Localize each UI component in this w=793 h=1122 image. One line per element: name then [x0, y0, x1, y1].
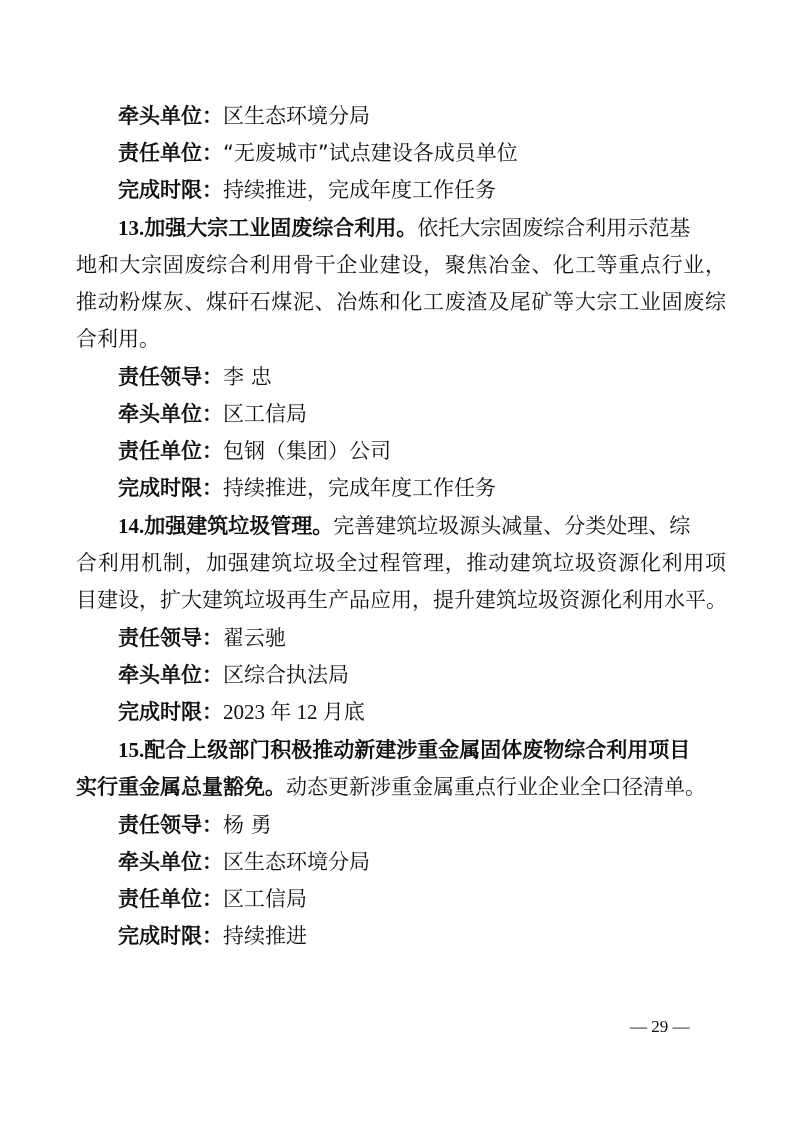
field-deadline	[118, 172, 768, 209]
item-text: 依托大宗固废综合利用示范基	[417, 216, 691, 240]
field-value: 区工信局	[223, 887, 307, 911]
item-13-line: 推动粉煤灰、煤矸石煤泥、冶炼和化工废渣及尾矿等大宗工业固废综	[76, 290, 726, 314]
field-value: 2023 年 12 月底	[223, 700, 365, 724]
field-label: 完成时限：	[118, 700, 223, 724]
item-title: 配合上级部门积极推动新建涉重金属固体废物综合利用项目	[144, 738, 691, 762]
item-13-line: 合利用。	[76, 327, 160, 351]
field-label: 责任领导：	[118, 813, 223, 837]
field-label: 牵头单位：	[118, 104, 223, 128]
field-value: 包钢（集团）公司	[223, 439, 391, 463]
item-13-first-line	[118, 210, 726, 247]
item-title: 实行重金属总量豁免。	[76, 775, 286, 799]
field-label: 牵头单位：	[118, 402, 223, 426]
field-leader	[118, 359, 768, 396]
item-title: 加强建筑垃圾管理。	[144, 514, 334, 538]
field-label: 完成时限：	[118, 924, 223, 948]
item-14-first-line	[118, 508, 726, 545]
field-label: 牵头单位：	[118, 850, 223, 874]
item-13-line: 地和大宗固废综合利用骨干企业建设，聚焦冶金、化工等重点行业，	[76, 253, 726, 277]
field-value: 翟云驰	[223, 626, 286, 650]
field-label: 责任领导：	[118, 626, 223, 650]
item-text: 完善建筑垃圾源头减量、分类处理、综	[333, 514, 691, 538]
item-15-line	[76, 769, 726, 806]
item-14-line: 合利用机制，加强建筑垃圾全过程管理，推动建筑垃圾资源化利用项	[76, 551, 726, 575]
field-leader	[118, 620, 768, 657]
field-value: 区生态环境分局	[223, 850, 370, 874]
field-label: 责任单位：	[118, 141, 223, 165]
field-lead-unit	[118, 396, 768, 433]
item-number: 13.	[118, 216, 145, 240]
field-value: 区综合执法局	[223, 663, 349, 687]
field-deadline	[118, 470, 768, 507]
field-value: “无废城市”试点建设各成员单位	[223, 141, 518, 165]
field-label: 牵头单位：	[118, 663, 223, 687]
field-deadline	[118, 918, 768, 955]
item-14-line: 目建设，扩大建筑垃圾再生产品应用，提升建筑垃圾资源化利用水平。	[76, 588, 727, 612]
field-label: 完成时限：	[118, 476, 223, 500]
field-lead-unit	[118, 98, 768, 135]
field-value: 持续推进，完成年度工作任务	[223, 476, 496, 500]
field-value: 区工信局	[223, 402, 307, 426]
field-label: 责任单位：	[118, 439, 223, 463]
item-text: 动态更新涉重金属重点行业企业全口径清单。	[286, 775, 706, 799]
field-lead-unit	[118, 844, 768, 881]
item-15-first-line	[118, 732, 726, 769]
item-number: 15.	[118, 738, 145, 762]
field-responsible-unit	[118, 135, 768, 172]
field-leader	[118, 807, 768, 844]
field-value: 李 忠	[223, 365, 272, 389]
field-label: 责任领导：	[118, 365, 223, 389]
field-value: 持续推进，完成年度工作任务	[223, 178, 496, 202]
field-lead-unit	[118, 657, 768, 694]
field-deadline	[118, 694, 768, 731]
field-label: 责任单位：	[118, 887, 223, 911]
field-label: 完成时限：	[118, 178, 223, 202]
field-responsible-unit	[118, 433, 768, 470]
field-value: 持续推进	[223, 924, 307, 948]
item-title: 加强大宗工业固废综合利用。	[144, 216, 418, 240]
item-number: 14.	[118, 514, 145, 538]
field-value: 杨 勇	[223, 813, 272, 837]
page-number: — 29 —	[630, 1017, 690, 1036]
field-responsible-unit	[118, 881, 768, 918]
field-value: 区生态环境分局	[223, 104, 370, 128]
